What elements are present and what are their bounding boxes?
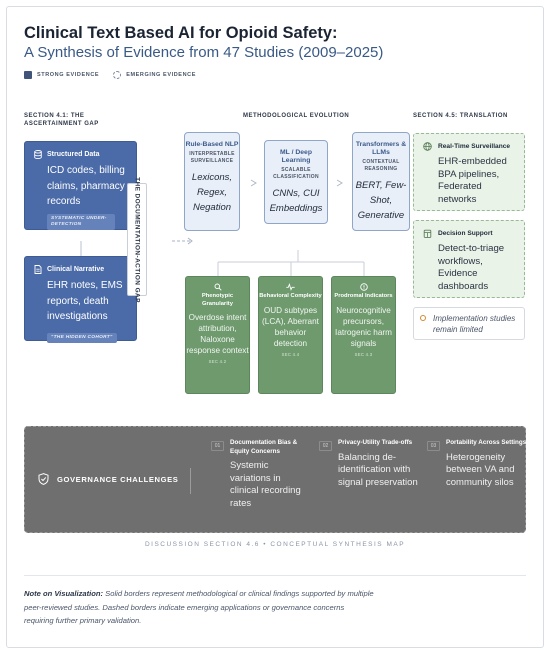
finding-section: SEC 4.2 <box>208 359 227 364</box>
finding-phenotypic-box <box>185 276 250 394</box>
governance-item-title: Portability Across Settings <box>446 439 527 446</box>
section-evolution-label: METHODOLOGICAL EVOLUTION <box>243 113 350 119</box>
page-subtitle: A Synthesis of Evidence from 47 Studies (2009–2025) <box>24 44 384 61</box>
finding-section: SEC 4.4 <box>281 351 300 357</box>
clinical-narrative-tag: "THE HIDDEN COHORT" <box>47 333 117 343</box>
document-icon <box>34 265 42 274</box>
decision-support-box <box>413 220 525 298</box>
globe-icon <box>423 142 432 151</box>
governance-panel <box>24 426 526 533</box>
pulse-icon <box>286 283 295 291</box>
finding-body: Neurocognitive precursors, Iatrogenic harm signals <box>335 305 392 348</box>
evolution-subtitle: CONTEXTUAL REASONING <box>362 159 400 172</box>
translation-title: Real-Time Surveillance <box>438 143 511 150</box>
finding-prodromal-box <box>331 276 396 394</box>
translation-title: Decision Support <box>438 230 493 237</box>
documentation-gap-tab <box>127 176 147 303</box>
note-label: Note on Visualization: <box>24 589 104 598</box>
warning-dot-icon <box>420 315 426 321</box>
database-icon <box>34 150 42 159</box>
alert-icon <box>360 283 368 291</box>
governance-item-body: Heterogeneity between VA and community silos <box>446 451 515 488</box>
finding-title: Phenotypic Granularity <box>201 293 234 307</box>
legend-strong-label: STRONG EVIDENCE <box>37 72 100 78</box>
footer-divider <box>24 575 526 576</box>
evolution-body: CNNs, CUI Embeddings <box>269 188 323 214</box>
evolution-ml-box <box>264 140 328 224</box>
governance-item <box>427 439 527 489</box>
governance-divider <box>190 468 191 494</box>
discussion-section-label: DISCUSSION SECTION 4.6 • CONCEPTUAL SYNTHESIS MAP <box>144 541 406 548</box>
finding-section: SEC 4.3 <box>354 351 373 357</box>
governance-item <box>211 439 311 510</box>
visualization-note <box>24 587 374 628</box>
governance-item-body: Systemic variations in clinical recording rates <box>230 460 301 509</box>
finding-title: Behavioral Complexity <box>259 293 322 299</box>
evolution-subtitle: SCALABLE CLASSIFICATION <box>273 167 319 180</box>
evolution-transformers-box <box>352 132 410 231</box>
documentation-gap-label: THE DOCUMENTATION-ACTION GAP <box>133 176 141 303</box>
finding-title: Prodromal Indicators <box>334 293 393 299</box>
structured-data-title: Structured Data <box>47 151 100 158</box>
governance-item-number: 03 <box>427 441 440 451</box>
structured-data-body: ICD codes, billing claims, pharmacy records <box>47 165 125 207</box>
governance-heading: GOVERNANCE CHALLENGES <box>57 474 179 484</box>
note-text: Solid borders represent methodological or clinical findings supported by multiple peer-reviewed studies. Dashed borders indicate emerging applications or governance concerns requiring further primary validation. <box>24 589 374 625</box>
governance-item-title: Privacy-Utility Trade-offs <box>338 439 413 446</box>
solid-square-icon <box>24 71 32 79</box>
implementation-note-text: Implementation studies remain limited <box>433 314 516 334</box>
structured-data-box <box>24 141 137 230</box>
governance-item-body: Balancing de-identification with signal preservation <box>338 451 418 488</box>
dashed-circle-icon <box>113 71 121 79</box>
clinical-narrative-box <box>24 256 137 341</box>
legend-emerging-label: EMERGING EVIDENCE <box>126 72 196 78</box>
clinical-narrative-body: EHR notes, EMS reports, death investigations <box>47 280 123 322</box>
shield-check-icon <box>38 473 49 485</box>
governance-item-number: 02 <box>319 441 332 451</box>
translation-body: Detect-to-triage workflows, Evidence dashboards <box>438 243 505 292</box>
implementation-note-box <box>413 307 525 340</box>
structured-data-tag: SYSTEMATIC UNDER-DETECTION <box>47 214 115 230</box>
governance-item-number: 01 <box>211 441 224 451</box>
section-ascertainment-label: SECTION 4.1: THE ASCERTAINMENT GAP <box>24 113 99 127</box>
evolution-title: Rule-Based NLP <box>185 141 239 148</box>
governance-item-title: Documentation Bias & Equity Concerns <box>230 439 298 455</box>
evolution-body: Lexicons, Regex, Negation <box>191 172 233 213</box>
page-title: Clinical Text Based AI for Opioid Safety: <box>24 24 338 42</box>
evolution-subtitle: INTERPRETABLE SURVEILLANCE <box>189 151 235 164</box>
governance-heading-group <box>38 473 178 485</box>
translation-body: EHR-embedded BPA pipelines, Federated networks <box>438 156 507 205</box>
section-translation-label: SECTION 4.5: TRANSLATION <box>413 113 508 119</box>
legend <box>24 71 196 79</box>
finding-body: Overdose intent attribution, Naloxone response context <box>186 313 249 355</box>
evolution-body: BERT, Few-Shot, Generative <box>355 180 407 221</box>
finding-behavioral-box <box>258 276 323 394</box>
evolution-title: ML / Deep Learning <box>280 149 312 164</box>
evolution-rule-based-box <box>184 132 240 231</box>
governance-item <box>319 439 419 489</box>
clinical-narrative-title: Clinical Narrative <box>47 266 105 273</box>
clipboard-icon <box>423 229 432 238</box>
evolution-title: Transformers & LLMs <box>355 141 407 156</box>
real-time-surveillance-box <box>413 133 525 211</box>
search-icon <box>214 283 222 291</box>
finding-body: OUD subtypes (LCA), Aberrant behavior detection <box>262 305 319 348</box>
